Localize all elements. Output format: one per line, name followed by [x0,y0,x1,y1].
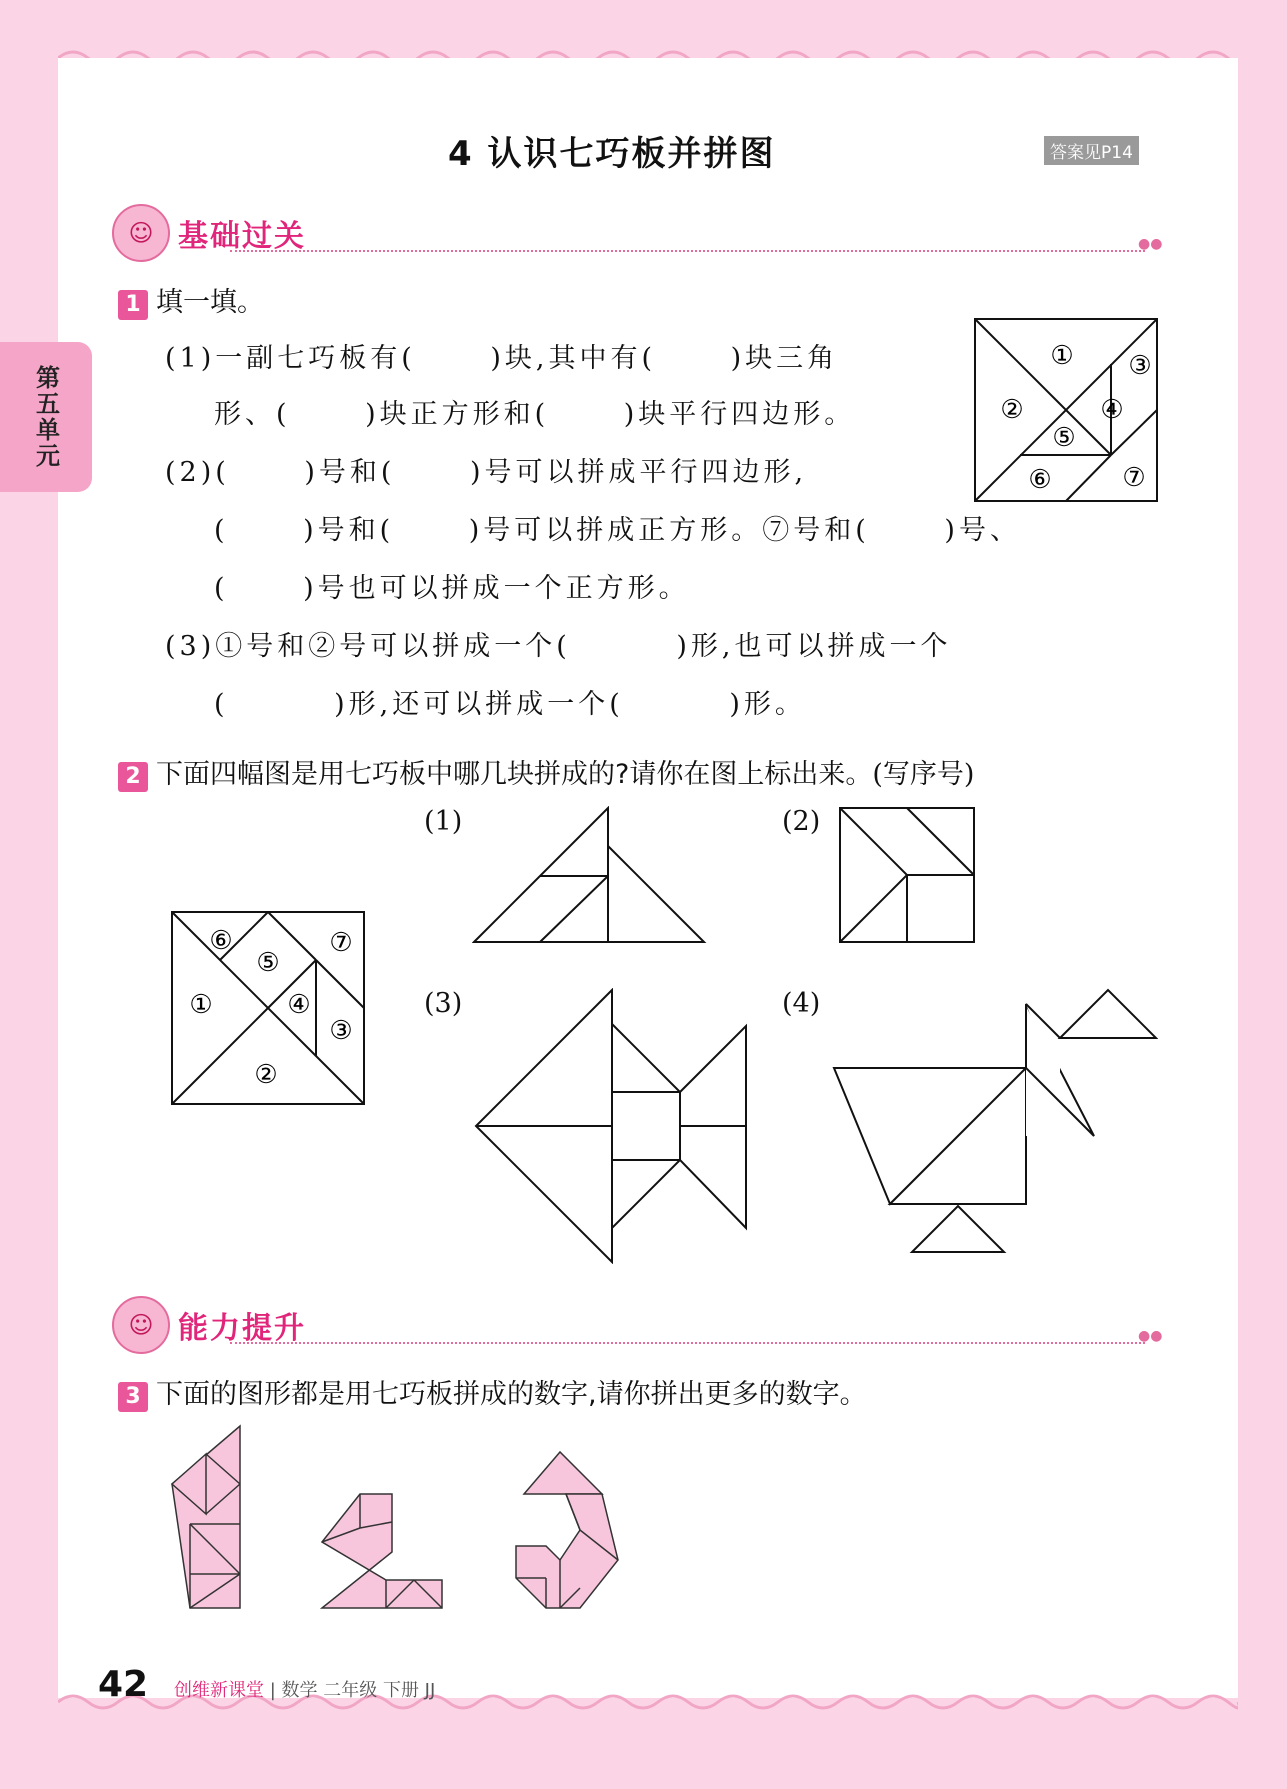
question-number: 1 [118,290,148,320]
footer-brand: 创维新课堂 [174,1680,264,1701]
q1-line-2: 形、( )块正方形和( )块平行四边形。 [214,399,856,430]
ref-label-6: ⑥ [209,926,233,956]
figure-4-label: (4) [782,988,821,1019]
figure-1-label: (1) [424,806,463,837]
lesson-title: 4 认识七巧板并拼图 [448,134,776,174]
section-divider [230,1342,1145,1344]
tangram-label-6: ⑥ [1028,465,1052,495]
ref-label-2: ② [254,1060,278,1090]
question-2-note: (写序号) [872,759,975,790]
tangram-label-1: ① [1050,341,1074,371]
section-advanced-title: 能力提升 [178,1311,306,1346]
section-divider [230,250,1145,252]
q1-line-6: (3)①号和②号可以拼成一个( )形,也可以拼成一个 [165,631,952,662]
q1-line-3: (2)( )号和( )号可以拼成平行四边形, [165,457,808,488]
ref-label-1: ① [189,990,213,1020]
q1-line-4: ( )号和( )号可以拼成正方形。⑦号和( )号、 [214,515,1021,546]
section-basic-header [112,204,306,262]
tangram-label-5: ⑤ [1052,423,1076,453]
girl-icon: ☺ [112,204,170,262]
ref-label-7: ⑦ [329,928,353,958]
digit-1-tangram [170,1424,256,1610]
ref-label-3: ③ [329,1016,353,1046]
tangram-label-4: ④ [1100,395,1124,425]
question-3-title: 下面的图形都是用七巧板拼成的数字,请你拼出更多的数字。 [156,1379,867,1410]
ref-label-4: ④ [287,990,311,1020]
digit-3-tangram [514,1450,620,1610]
tangram-label-7: ⑦ [1122,463,1146,493]
footer-text [174,1676,435,1702]
question-number: 3 [118,1382,148,1412]
figure-2-shape [838,806,976,944]
question-1-heading [118,280,264,320]
answer-reference: 答案见P14 [1044,136,1139,165]
q1-tangram-figure [974,318,1158,502]
question-2-heading [118,752,974,792]
section-advanced-header [112,1296,306,1354]
figure-2-label: (2) [782,806,821,837]
figure-3-fish [474,988,750,1264]
tangram-label-2: ② [1000,395,1024,425]
dots-icon: ●● [1138,1328,1163,1344]
footer-book-info: | 数学 二年级 下册 JJ [269,1680,436,1701]
unit-tab-label: 第五单元 [31,365,60,469]
q1-line-5: ( )号也可以拼成一个正方形。 [214,573,690,604]
q1-line-1: (1)一副七巧板有( )块,其中有( )块三角 [165,343,839,374]
figure-4-swan [832,986,1158,1254]
page-number: 42 [98,1664,149,1705]
q1-line-7: ( )形,还可以拼成一个( )形。 [214,689,806,720]
digit-2-tangram [320,1492,444,1610]
question-2-title: 下面四幅图是用七巧板中哪几块拼成的?请你在图上标出来。 [156,759,873,790]
tangram-label-3: ③ [1128,351,1152,381]
figure-1-shape [472,806,708,944]
ref-label-5: ⑤ [256,948,280,978]
question-3-heading [118,1372,867,1412]
section-basic-title: 基础过关 [178,219,306,254]
dots-icon: ●● [1138,236,1163,252]
figure-3-label: (3) [424,988,463,1019]
unit-tab [0,342,92,492]
question-number: 2 [118,762,148,792]
boy-icon: ☺ [112,1296,170,1354]
q2-reference-tangram [171,911,365,1105]
question-1-title: 填一填。 [156,287,264,318]
